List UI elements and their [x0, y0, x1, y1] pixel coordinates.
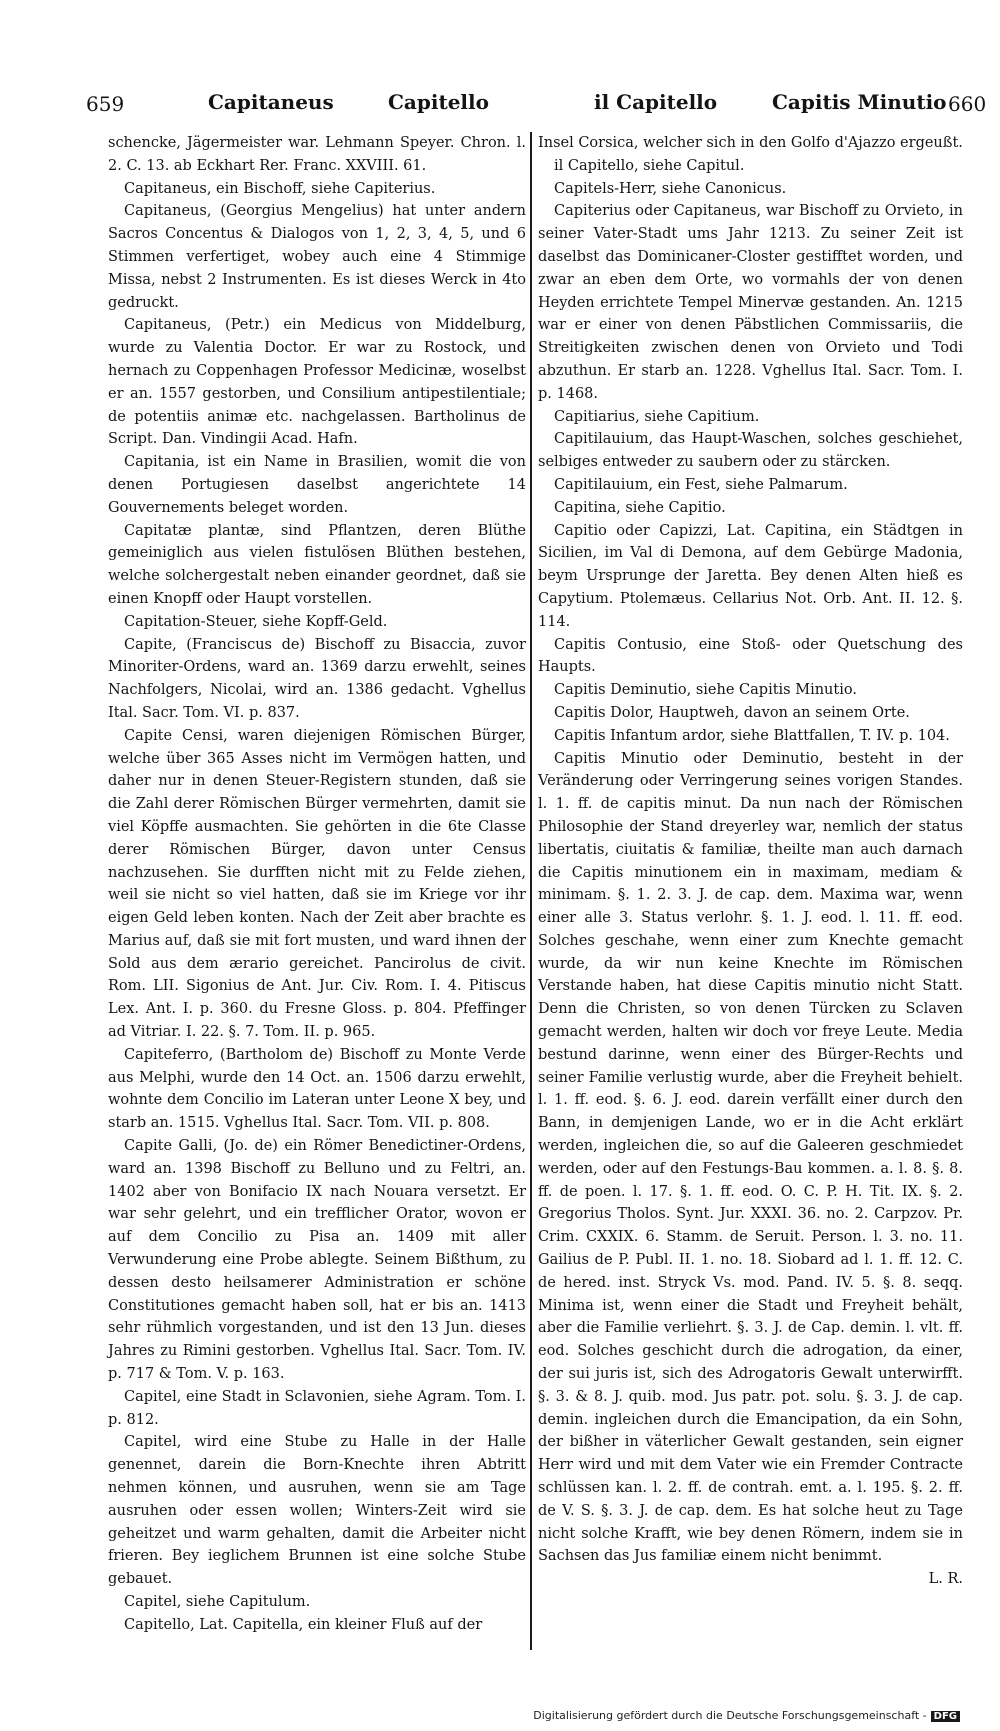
left-entry: Capitatæ plantæ, sind Pflantzen, deren Blüthe gemeiniglich aus vielen fistulösen Blüthen bestehen, welche solchergestalt neben einander geordnet, daß sie einen Knopff oder Haupt vorstellen. — [108, 522, 526, 607]
left-entry: Capitello, Lat. Capitella, ein kleiner Fluß auf der — [124, 1616, 483, 1633]
left-column — [108, 132, 526, 1637]
right-entry: Capitilauium, das Haupt-Waschen, solches geschiehet, selbiges entweder zu saubern oder zu stärcken. — [538, 431, 963, 471]
right-entry: Capitiarius, siehe Capitium. — [554, 408, 760, 425]
page-number-right: 660 — [948, 92, 987, 116]
header-word-3: il Capitello — [594, 90, 718, 114]
left-entry: Capiteferro, (Bartholom de) Bischoff zu Monte Verde aus Melphi, wurde den 14 Oct. an. 1506 darzu erwehlt, wohnte dem Concilio im Lateran unter Leone X bey, und starb an. 1515. Vghellus Ital. Sacr. Tom. VII. p. 808. — [108, 1046, 526, 1132]
right-entry: Capitis Dolor, Hauptweh, davon an seinem Orte. — [554, 704, 910, 721]
header-word-2: Capitello — [388, 90, 489, 114]
left-entry: Capitel, wird eine Stube zu Halle in der Halle genennet, darein die Born-Knechte ihren Abtritt nehmen können, und ausruhen, wenn sie am Tage ausruhen oder essen wollen; Winters-Zeit wird sie geheitzet und warm gehalten, damit die Arbeiter nicht frieren. Bey ieglichem Brunnen ist eine solche Stube gebauet. — [108, 1434, 526, 1588]
right-entry: Capitio oder Capizzi, Lat. Capitina, ein Städtgen in Sicilien, im Val di Demona, auf dem Gebürge Madonia, beym Ursprunge der Jaretta. Bey denen Alten hieß es Capytium. Ptolemæus. Cellarius Not. Orb. Ant. II. 12. §. 114. — [538, 522, 963, 630]
left-entry: Capitania, ist ein Name in Brasilien, womit die von denen Portugiesen daselbst angerichtete 14 Gouvernements beleget worden. — [108, 454, 526, 516]
page-header — [0, 84, 1000, 124]
right-entry: Capitilauium, ein Fest, siehe Palmarum. — [554, 476, 848, 493]
right-entry: Capitels-Herr, siehe Canonicus. — [554, 180, 787, 197]
left-entry: schencke, Jägermeister war. Lehmann Speyer. Chron. l. 2. C. 13. ab Eckhart Rer. Franc. XXVIII. 61. — [108, 135, 526, 174]
left-entry: Capite, (Franciscus de) Bischoff zu Bisaccia, zuvor Minoriter-Ordens, ward an. 1369 darzu erwehlt, seines Nachfolgers, Nicolai, wird an. 1386 gedacht. Vghellus Ital. Sacr. Tom. VI. p. 837. — [108, 636, 526, 721]
right-entry: Capitina, siehe Capitio. — [554, 499, 726, 516]
left-entry: Capitaneus, (Georgius Mengelius) hat unter andern Sacros Concentus & Dialogos von 1, 2, 3, 4, 5, und 6 Stimmen verfertiget, wobey auch eine 4 Stimmige Missa, nebst 2 Instrumenten. Es ist dieses Werck in 4to gedruckt. — [108, 203, 526, 311]
left-entry: Capite Censi, waren diejenigen Römischen Bürger, welche über 365 Asses nicht im Vermögen hatten, und daher nur in denen Steuer-Registern stunden, daß sie die Zahl derer Römischen Bürger vermehrten, damit sie viel Köpffe ausmachten. Sie gehörten in die 6te Classe derer Römischen Bürger, davon unter Census nachzusehen. Sie durfften nicht mit zu Felde ziehen, weil sie nicht so viel hatten, daß sie im Kriege vor ihr eigen Geld leben konten. Nach der Zeit aber brachte es Marius auf, daß sie mit fort musten, und ward ihnen der Sold aus dem ærario gereichet. Pancirolus de civit. Rom. LII. Sigonius de Ant. Jur. Civ. Rom. I. 4. Pitiscus Lex. Ant. I. p. 360. du Fresne Gloss. p. 804. Pfeffinger ad Vitriar. I. 22. §. 7. Tom. II. p. 965. — [108, 727, 526, 1041]
right-entry: Capitis Deminutio, siehe Capitis Minutio. — [554, 682, 857, 699]
footer-text: Digitalisierung gefördert durch die Deutsche Forschungsgemeinschaft - — [533, 1709, 927, 1722]
left-entry: Capite Galli, (Jo. de) ein Römer Benedictiner-Ordens, ward an. 1398 Bischoff zu Belluno und zu Feltri, an. 1402 aber von Bonifacio IX nach Nouara versetzt. Er war sehr gelehrt, und ein trefflicher Orator, wovon er auf dem Concilio zu Pisa an. 1409 mit aller Verwunderung eine Probe ablegte. Seinem Bißthum, zu dessen desto heilsamerer Administration er schöne Constitutiones gemacht haben soll, hat er bis an. 1413 sehr rühmlich vorgestanden, und ist den 13 Jun. dieses Jahres zu Rimini gestorben. Vghellus Ital. Sacr. Tom. IV. p. 717 & Tom. V. p. 163. — [108, 1138, 526, 1383]
dfg-logo: DFG — [931, 1711, 960, 1722]
right-entry: Capitis Infantum ardor, siehe Blattfallen, T. IV. p. 104. — [554, 727, 950, 744]
catchword: L. R. — [928, 1571, 963, 1588]
digitization-footer — [533, 1709, 960, 1722]
right-entry: Capiterius oder Capitaneus, war Bischoff zu Orvieto, in seiner Vater-Stadt ums Jahr 1213. Zu seiner Zeit ist daselbst das Dominicaner-Closter gestifftet worden, und zwar an eben dem Orte, wo vormahls der von denen Heyden errichtete Tempel Minervæ gestanden. An. 1215 war er einer von denen Päbstlichen Commissariis, die Streitigkeiten zwischen denen von Orvieto und Todi abzuthun. Er starb an. 1228. Vghellus Ital. Sacr. Tom. I. p. 1468. — [538, 203, 963, 402]
left-entry: Capitation-Steuer, siehe Kopff-Geld. — [124, 613, 388, 630]
right-entry: Capitis Minutio oder Deminutio, besteht in der Veränderung oder Verringerung seines vorigen Standes. l. 1. ff. de capitis minut. Da nun nach der Römischen Philosophie der Stand dreyerley war, nemlich der status libertatis, ciuitatis & familiæ, theilte man auch darnach die Capitis minutionem ein in maximam, mediam & minimam. §. 1. 2. 3. J. de cap. dem. Maxima war, wenn einer alle 3. Status verlohr. §. 1. J. eod. l. 11. ff. eod. Solches geschahe, wenn einer zum Knechte gemacht wurde, da wir nun keine Knechte im Römischen Verstande haben, hat diese Capitis minutio nicht Statt. Denn die Christen, so von denen Türcken zu Sclaven gemacht werden, halten wir doch vor freye Leute. Media bestund darinne, wenn einer des Bürger-Rechts und seiner Familie verlustig wurde, aber die Freyheit behielt. l. 1. ff. eod. §. 6. J. eod. darein verfällt einer durch den Bann, in demjenigen Lande, wo er in die Acht erklärt werden, ingleichen die, so auf die Galeeren geschmiedet werden, oder auf den Festungs-Bau kommen. a. l. 8. §. 8. ff. de poen. l. 17. §. 1. ff. eod. O. C. P. H. Tit. IX. §. 2. Gregorius Tholos. Synt. Jur. XXXI. 36. no. 2. Carpzov. Pr. Crim. CXXIX. 6. Stamm. de Seruit. Person. l. 3. no. 11. Gailius de P. Publ. II. 1. no. 18. Siobard ad l. 1. ff. 12. C. de hered. inst. Stryck Vs. mod. Pand. IV. 5. §. 8. seqq. Minima ist, wenn einer die Stadt und Freyheit behält, aber die Familie verliehrt. §. 3. J. de Cap. demin. l. vlt. ff. eod. Solches geschicht durch die adrogation, da einer, der sui juris ist, sich des Adrogatoris Gewalt unterwirfft. §. 3. & 8. J. quib. mod. Jus patr. pot. solu. §. 3. J. de cap. demin. ingleichen durch die Emancipation, da ein Sohn, der bißher in väterlicher Gewalt gestanden, sein eigner Herr wird und mit dem Vater wie ein Fremder Contracte schlüssen kan. l. 2. ff. de contrah. emt. a. l. 195. §. 2. ff. de V. S. §. 3. J. de cap. dem. Es hat solche heut zu Tage nicht solche Krafft, wie bey denen Römern, indem sie in Sachsen das Jus familiæ einem nicht benimmt. — [538, 750, 963, 1565]
right-entry: il Capitello, siehe Capitul. — [554, 157, 745, 174]
left-entry: Capitaneus, (Petr.) ein Medicus von Middelburg, wurde zu Valentia Doctor. Er war zu Rostock, und hernach zu Coppenhagen Professor Medicinæ, woselbst er an. 1557 gestorben, und Consilium antipestilentiale; de potentiis animæ etc. nachgelassen. Bartholinus de Script. Dan. Vindingii Acad. Hafn. — [108, 317, 526, 448]
column-divider — [530, 132, 532, 1650]
right-entry: Capitis Contusio, eine Stoß- oder Quetschung des Haupts. — [538, 636, 963, 676]
left-entry: Capitaneus, ein Bischoff, siehe Capiterius. — [124, 180, 436, 197]
header-word-4: Capitis Minutio — [772, 90, 947, 114]
header-word-1: Capitaneus — [208, 90, 334, 114]
right-column — [538, 132, 963, 1591]
right-entry: Insel Corsica, welcher sich in den Golfo d'Ajazzo ergeußt. — [538, 135, 963, 151]
page-number-left: 659 — [86, 92, 125, 116]
left-entry: Capitel, siehe Capitulum. — [124, 1594, 311, 1610]
left-entry: Capitel, eine Stadt in Sclavonien, siehe Agram. Tom. I. p. 812. — [108, 1388, 526, 1428]
